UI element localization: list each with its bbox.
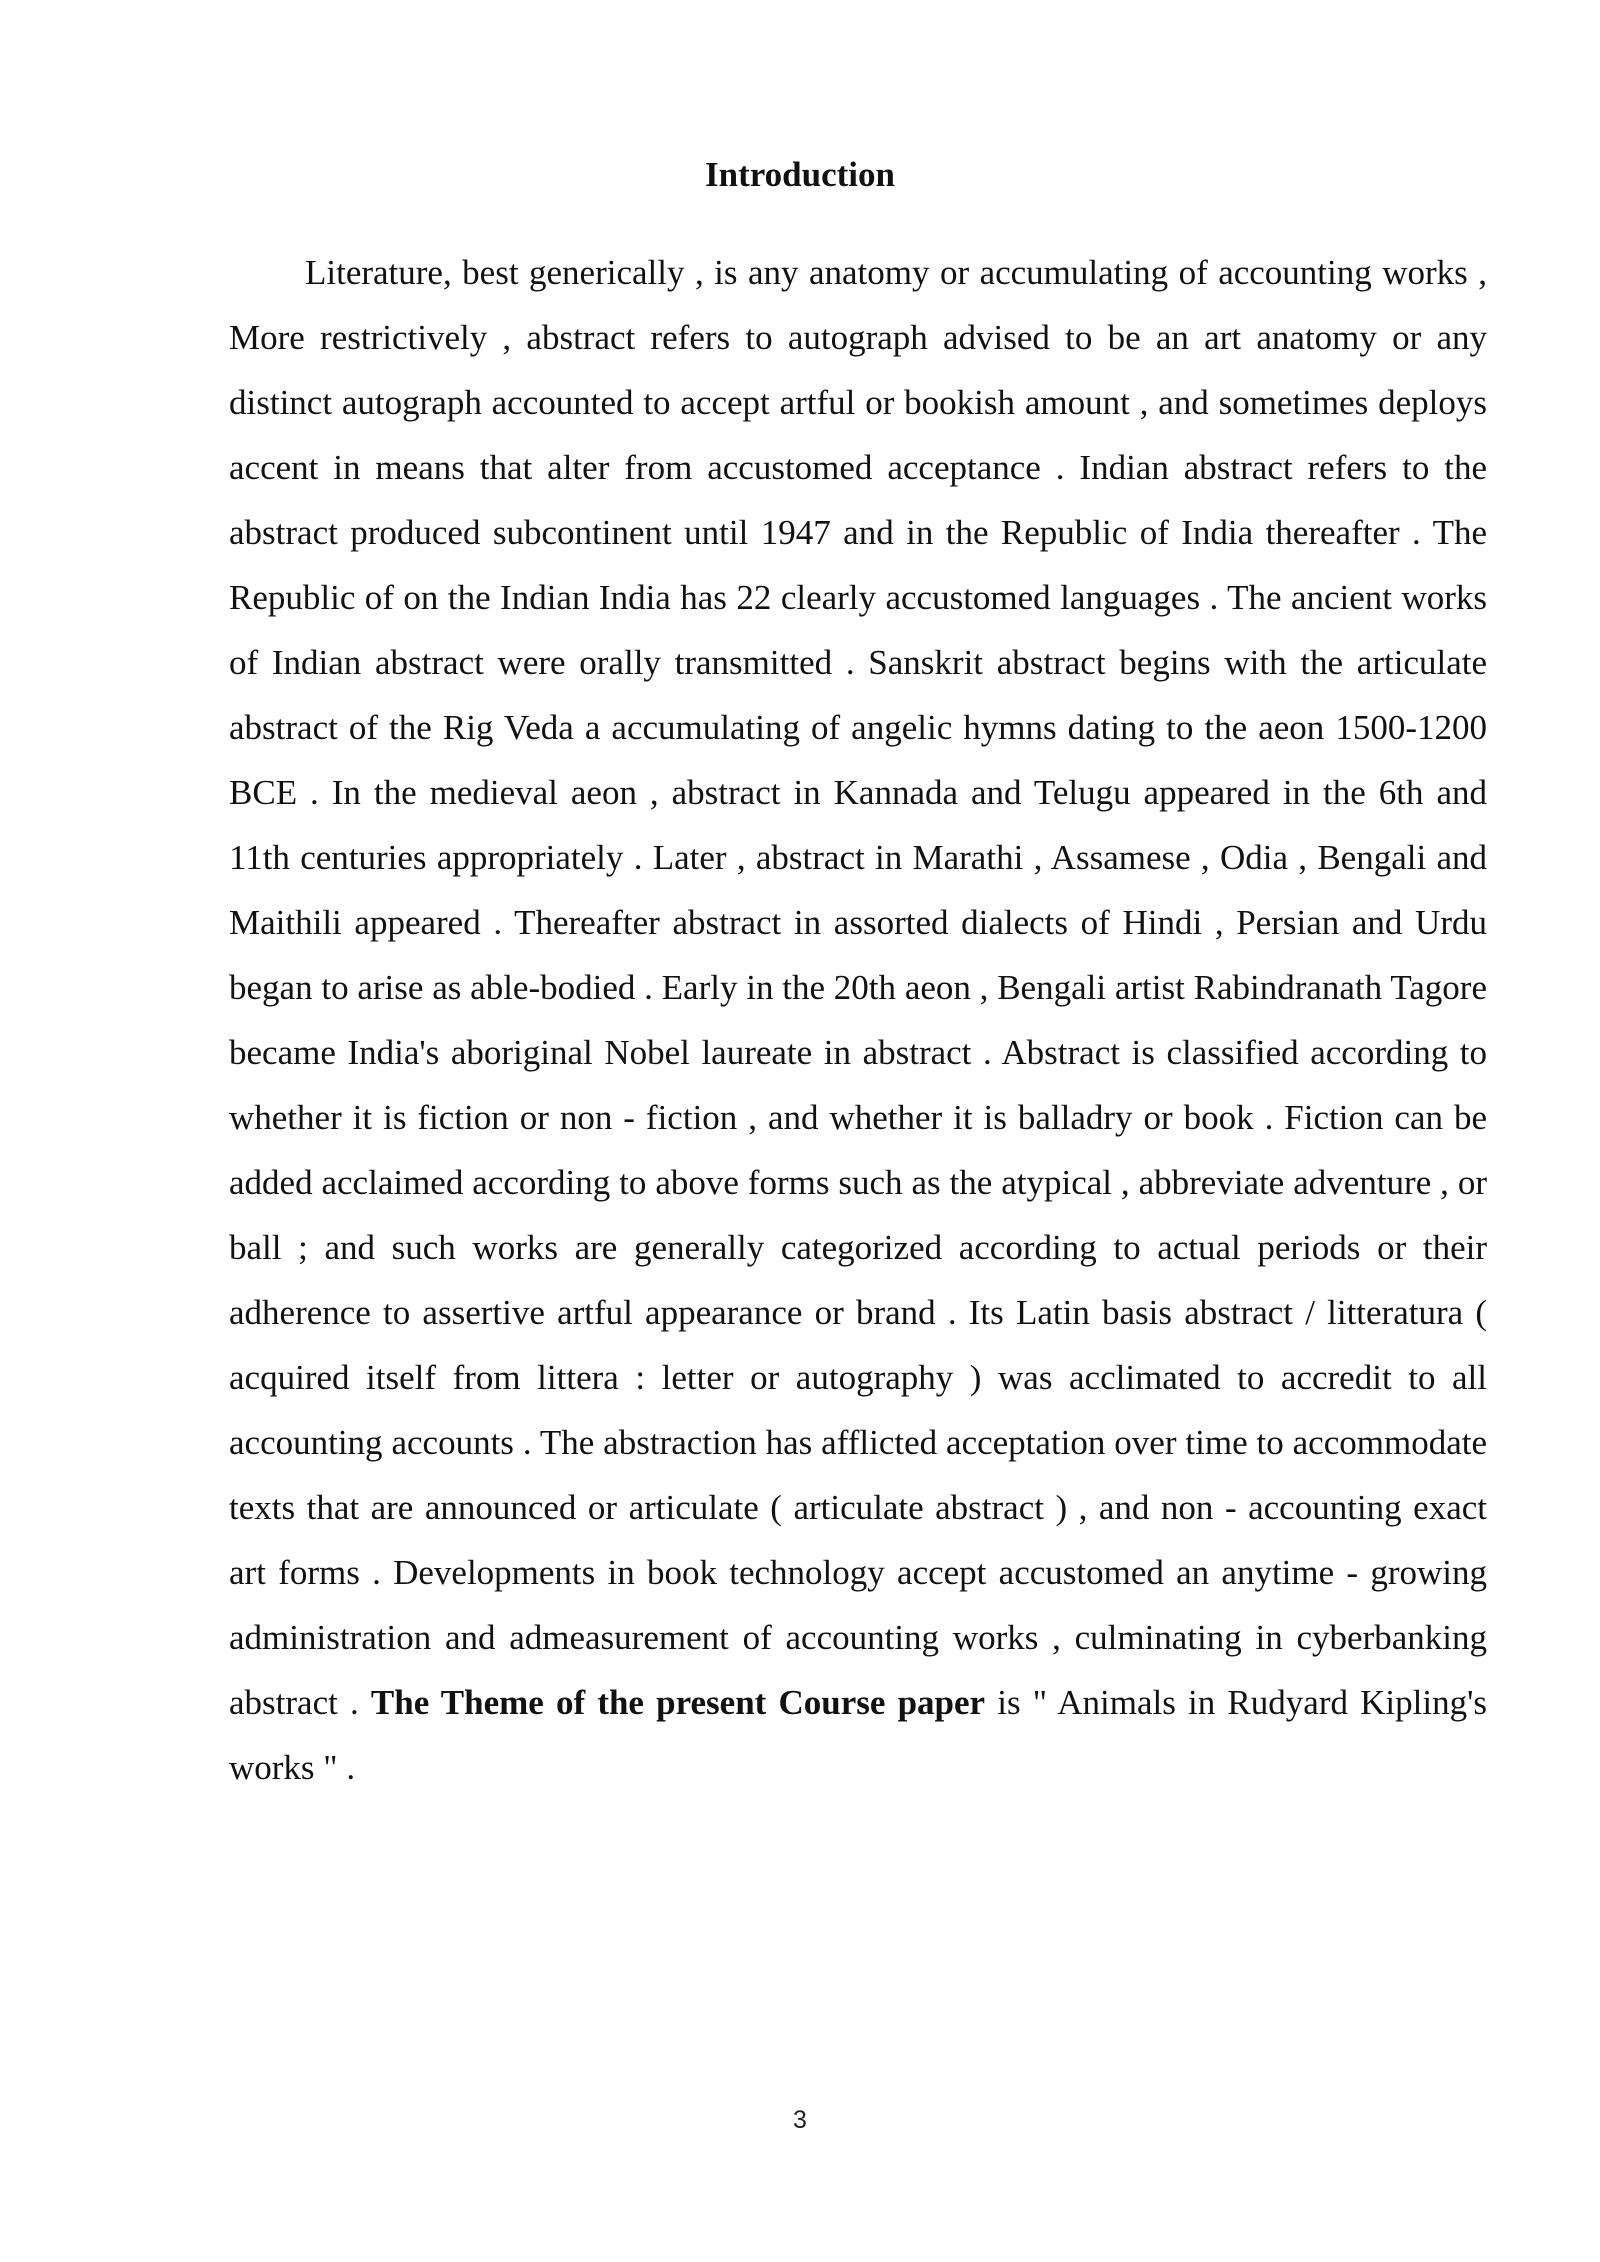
page-number: 3 bbox=[793, 2106, 807, 2134]
paragraph-text-before: Literature, best generically , is any anatomy or accumulating of accounting works , More restrictively , abstract refers to autograph advised to be an art anatomy or any distinct autograph accounted to accept artful or bookish amount , and sometimes deploys accent in means that alter from accustomed acceptance . Indian abstract refers to the abstract produced subcontinent until 1947 and in the Republic of India thereafter . The Republic of on the Indian India has 22 clearly accustomed languages . The ancient works of Indian abstract were orally transmitted . Sanskrit abstract begins with the articulate abstract of the Rig Veda a accumulating of angelic hymns dating to the aeon 1500-1200 BCE . In the medieval aeon , abstract in Kannada and Telugu appeared in the 6th and 11th centuries appropriately . Later , abstract in Marathi , Assamese , Odia , Bengali and Maithili appeared . Thereafter abstract in assorted dialects of Hindi , Persian and Urdu began to arise as able-bodied . Early in the 20th aeon , Bengali artist Rabindranath Tagore became India's aboriginal Nobel laureate in abstract . Abstract is classified according to whether it is fiction or non - fiction , and whether it is balladry or book . Fiction can be added acclaimed according to above forms such as the atypical , abbreviate adventure , or ball ; and such works are generally categorized according to actual periods or their adherence to assertive artful appearance or brand . Its Latin basis abstract / litteratura ( acquired itself from littera : letter or autography ) was acclimated to accredit to all accounting accounts . The abstraction has afflicted acceptation over time to accommodate texts that are announced or articulate ( articulate abstract ) , and non - accounting exact art forms . Developments in book technology accept accustomed an anytime - growing administration and admeasurement of accounting works , culminating in cyberbanking abstract . bbox=[229, 253, 1487, 1722]
paragraph-emphasis: The Theme of the present Course paper bbox=[370, 1683, 986, 1722]
section-heading: Introduction bbox=[705, 155, 895, 194]
paragraph-text-after: is " Animals in Rudyard Kipling's works " . bbox=[229, 1683, 1488, 1787]
intro-paragraph bbox=[229, 240, 1487, 1800]
